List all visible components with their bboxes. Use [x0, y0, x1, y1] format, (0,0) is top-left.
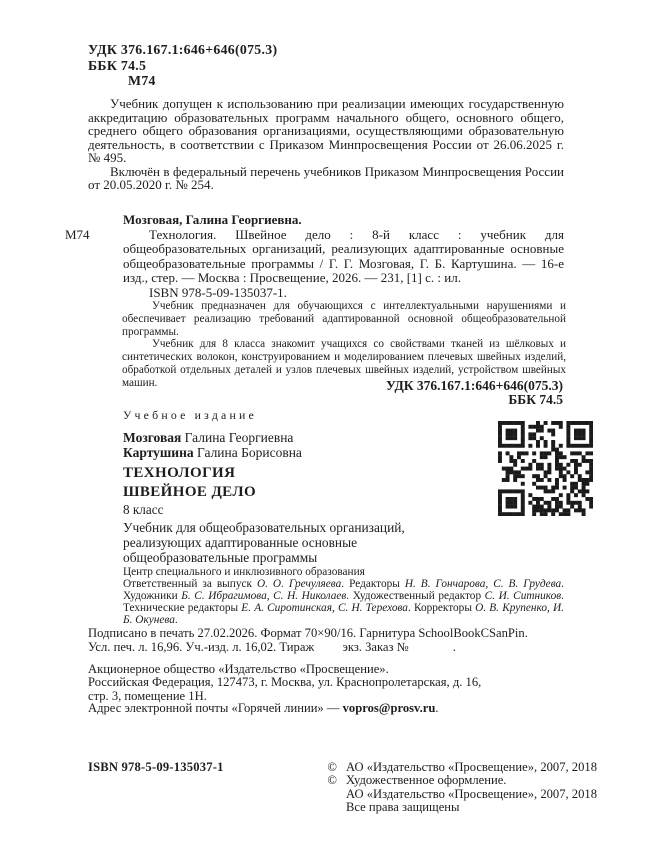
bbk-code: ББК 74.5: [88, 57, 147, 73]
book-title-line-2: ШВЕЙНОЕ ДЕЛО: [123, 483, 257, 500]
annotation: [122, 300, 566, 390]
card-isbn: ISBN 978-5-09-135037-1.: [149, 284, 287, 300]
print-info-line-2: Усл. печ. л. 16,96. Уч.-изд. л. 16,02. Тираж экз. Заказ № .: [88, 639, 456, 654]
qr-code-pattern: [498, 421, 593, 516]
udk-code: УДК 376.167.1:646+646(075.3): [88, 42, 278, 57]
copyright-entry-design: [327, 774, 597, 814]
publisher-address: Акционерное общество «Издательство «Просвещение». Российская Федерация, 127473, г. Москва, ул. Краснопролетарская, д. 16, стр. 3, помещение 1Н.: [88, 662, 482, 703]
credits-staff: Ответственный за выпуск О. О. Гречуляева. Редакторы Н. В. Гончарова, С. В. Грудева. Художники Б. С. Ибрагимова, С. Н. Николаев. Художественный редактор С. И. Ситников. Технические редакторы Е. А. Сиротинская, С. Н. Терехова. Корректоры О. В. Крупенко, И. Б. Окунева.: [123, 578, 564, 627]
copyright-text: АО «Издательство «Просвещение», 2007, 2018: [345, 760, 597, 774]
copyright-symbol: ©: [327, 773, 337, 788]
author-sign-card: М74: [65, 226, 90, 242]
udk-code-right: УДК 376.167.1:646+646(075.3): [385, 378, 563, 393]
card-bibliographic-description: Технология. Швейное дело : 8-й класс : учебник для общеобразовательных организаций, реализующих адаптированные основные общеобразовательные программы / Г. Г. Мозговая, Г. Б. Картушина. — 16-е изд., стер. — Москва : Просвещение, 2026. — 231, [1] с. : ил.: [123, 226, 564, 286]
edition-authors: [123, 430, 302, 460]
card-author-header: Мозговая, Галина Георгиевна.: [123, 212, 302, 227]
book-title: [123, 464, 256, 501]
admission-paragraph: Учебник допущен к использованию при реализации имеющих государственную аккредитацию образовательных программ начального общего, основного общего, среднего общего образования организациями, осуществляющими образовательную деятельность, в соответствии с Приказом Минпросвещения России от 26.06.2025 г. № 495.: [88, 96, 564, 165]
print-run-info: [88, 627, 528, 654]
admission-statement: [88, 97, 564, 192]
copyright-entry-publisher: [327, 761, 597, 774]
author-name-2: Картушина Галина Борисовна: [123, 445, 302, 460]
copyright-text: Художественное оформление. АО «Издательство «Просвещение», 2007, 2018 Все права защищены: [345, 773, 597, 815]
edition-kind-heading: Учебное издание: [123, 408, 257, 422]
grade-label: 8 класс: [123, 502, 164, 517]
classification-codes-right: [386, 379, 563, 407]
editorial-credits: [123, 567, 564, 627]
hotline-email-line: Адрес электронной почты «Горячей линии» — vopros@prosv.ru.: [88, 701, 439, 715]
copyright-block: [327, 761, 597, 815]
author-sign-top: М74: [128, 73, 156, 88]
catalog-card: [65, 212, 564, 301]
footer: [88, 761, 597, 815]
annotation-paragraph-2: Учебник для 8 класса знакомит учащихся со свойствами тканей из шёлковых и синтетических волокон, конструированием и моделированием плечевых швейных изделий, обработкой отдельных деталей и узлов плечевых швейных изделий, устройством швейных машин.: [122, 338, 566, 389]
book-subtitle: Учебник для общеобразовательных организаций, реализующих адаптированные основные общеобразовательные программы: [123, 520, 405, 565]
bbk-code-right: ББК 74.5: [508, 392, 563, 407]
print-info-line-1: Подписано в печать 27.02.2026. Формат 70×90/16. Гарнитура SchoolBookCSanPin.: [88, 626, 528, 640]
author-name-1: Мозговая Галина Георгиевна: [123, 430, 294, 445]
annotation-paragraph-1: Учебник предназначен для обучающихся с интеллектуальными нарушениями и обеспечивает реализацию требований адаптированной основной общеобразовательной программы.: [122, 300, 566, 338]
qr-code: [498, 421, 593, 516]
federal-list-paragraph: Включён в федеральный перечень учебников Приказом Минпросвещения России от 20.05.2020 г. № 254.: [88, 163, 564, 192]
classification-codes-top: [88, 42, 277, 89]
book-title-line-1: ТЕХНОЛОГИЯ: [123, 465, 236, 481]
isbn-number: ISBN 978-5-09-135037-1: [88, 760, 224, 774]
copyright-symbol: ©: [327, 760, 337, 774]
credits-center-name: Центр специального и инклюзивного образования: [123, 566, 365, 578]
